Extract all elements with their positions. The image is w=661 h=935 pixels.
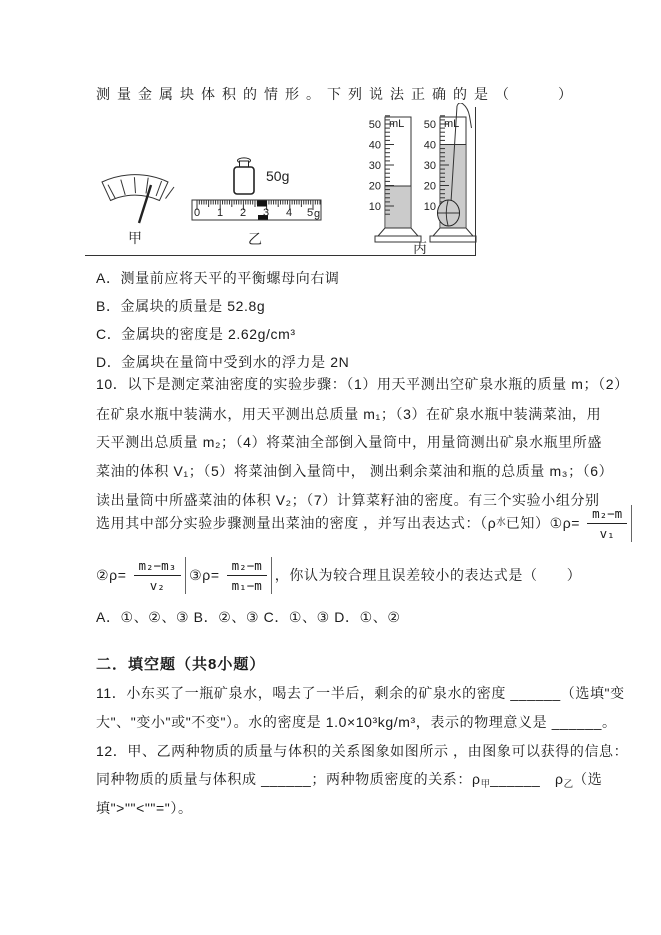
measuring-cylinder-left (369, 116, 421, 242)
q10-expr-pre: 选用其中部分实验步骤测量出菜油的密度 ，并写出表达式：（ρ (96, 515, 497, 531)
svg-text:5: 5 (307, 207, 314, 219)
svg-text:40: 40 (423, 139, 436, 152)
q9-option-b: B．金属块的质量是 52.8g (96, 298, 266, 314)
rho-yi-subscript: 乙 (563, 779, 574, 790)
svg-text:3: 3 (263, 207, 270, 219)
q11-line-2: 大"、"变小"或"不变"）。水的密度是 1.0×10³kg/m³，表示的物理意义是 ______。 (96, 714, 617, 730)
beam-ruler (192, 200, 321, 220)
pointer-needle (139, 185, 151, 223)
svg-text:30: 30 (423, 160, 436, 172)
q11-line-1: 11．小东买了一瓶矿泉水，喝去了一半后，剩余的矿泉水的密度 ______（选填"变 (96, 685, 625, 701)
weight-value: 50g (266, 168, 290, 184)
q10-line-3: 天平测出总质量 m₂；（4）将菜油全部倒入量筒中，用量筒测出矿泉水瓶里所盛 (96, 434, 602, 450)
question9-stem: 测量金属块体积的情形。下列说法正确的是（ ） (96, 86, 579, 102)
formula-2-label: ②ρ= (96, 567, 127, 583)
label-jia: 甲 (128, 230, 142, 246)
q12-line2-pre: 同种物质的质量与体积成 ______；两种物质密度的关系：ρ (96, 771, 481, 787)
q10-line-1: 10．以下是测定菜油密度的实验步骤：（1）用天平测出空矿泉水瓶的质量 m；（2） (96, 376, 629, 392)
q9-option-d: D．金属块在量筒中受到水的浮力是 2N (96, 354, 350, 370)
q10-expr-mid: 已知）①ρ= (505, 515, 581, 531)
svg-text:20: 20 (423, 180, 436, 193)
formula-2: $\frac{\text{m₂−m₃}}{\text{v₂}}$ (130, 557, 187, 594)
rider-weight (257, 201, 267, 207)
svg-text:g: g (314, 208, 321, 220)
svg-text:10: 10 (423, 201, 436, 213)
svg-text:50: 50 (423, 119, 436, 131)
rho-water-subscript: 水 (496, 517, 506, 528)
q12-line2-mid: ______ ρ (490, 771, 564, 787)
formula-3-label: ③ρ= (189, 567, 220, 583)
formula-3: $\frac{\text{m₂−m}}{\text{m₁−m}}$ (223, 557, 272, 594)
svg-text:20: 20 (368, 180, 381, 193)
q12-line-2 (96, 769, 602, 795)
liquid-left (386, 186, 410, 228)
svg-text:10: 10 (368, 201, 381, 213)
svg-text:0: 0 (194, 207, 201, 219)
q10-line-5: 读出量筒中所盛菜油的体积 V₂；（7）计算菜籽油的密度。有三个实验小组分别 (96, 492, 600, 508)
q10-line-4: 菜油的体积 V₁；（5）将菜油倒入量筒中， 测出剩余菜油和瓶的总质量 m₃；（6） (96, 463, 614, 479)
q12-line-1: 12．甲、乙两种物质的质量与体积的关系图象如图所示 ，由图象可以获得的信息： (96, 743, 629, 759)
svg-text:30: 30 (368, 160, 381, 172)
rho-jia-subscript: 甲 (480, 779, 491, 790)
section2-title: 二．填空题（共8小题） (96, 656, 266, 673)
q10-formula-line (96, 549, 581, 601)
svg-text:40: 40 (368, 139, 381, 152)
q10-expr-post: ，你认为较合理且误差较小的表达式是（ ） (274, 567, 582, 583)
ruler-numbers (194, 207, 320, 220)
formula-1: $\frac{\text{m₂−m}}{\text{v₁}}$ (583, 505, 632, 542)
svg-text:mL: mL (444, 118, 460, 130)
svg-text:4: 4 (286, 207, 293, 219)
q10-line-2: 在矿泉水瓶中装满水，用天平测出总质量 m₁；（3）在矿泉水瓶中装满菜油，用 (96, 406, 602, 422)
q12-line-3: 填">""<""="）。 (96, 800, 193, 816)
weight-icon (234, 158, 254, 194)
q12-line2-post: （选 (573, 771, 603, 787)
svg-text:50: 50 (368, 119, 381, 131)
balance-dial (102, 175, 174, 223)
q10-expression-line (96, 497, 635, 549)
measuring-cylinder-right (424, 103, 476, 242)
label-bing: 丙 (413, 240, 427, 256)
svg-text:1: 1 (217, 207, 224, 219)
svg-text:2: 2 (240, 207, 247, 219)
q9-option-a: A．测量前应将天平的平衡螺母向右调 (96, 270, 340, 286)
q10-options-line: A．①、②、③ B．②、③ C．①、③ D．①、② (96, 609, 401, 625)
q9-option-c: C．金属块的密度是 2.62g/cm³ (96, 326, 296, 342)
question9-figure (85, 103, 480, 258)
svg-text:mL: mL (389, 118, 405, 130)
label-yi: 乙 (248, 231, 262, 247)
